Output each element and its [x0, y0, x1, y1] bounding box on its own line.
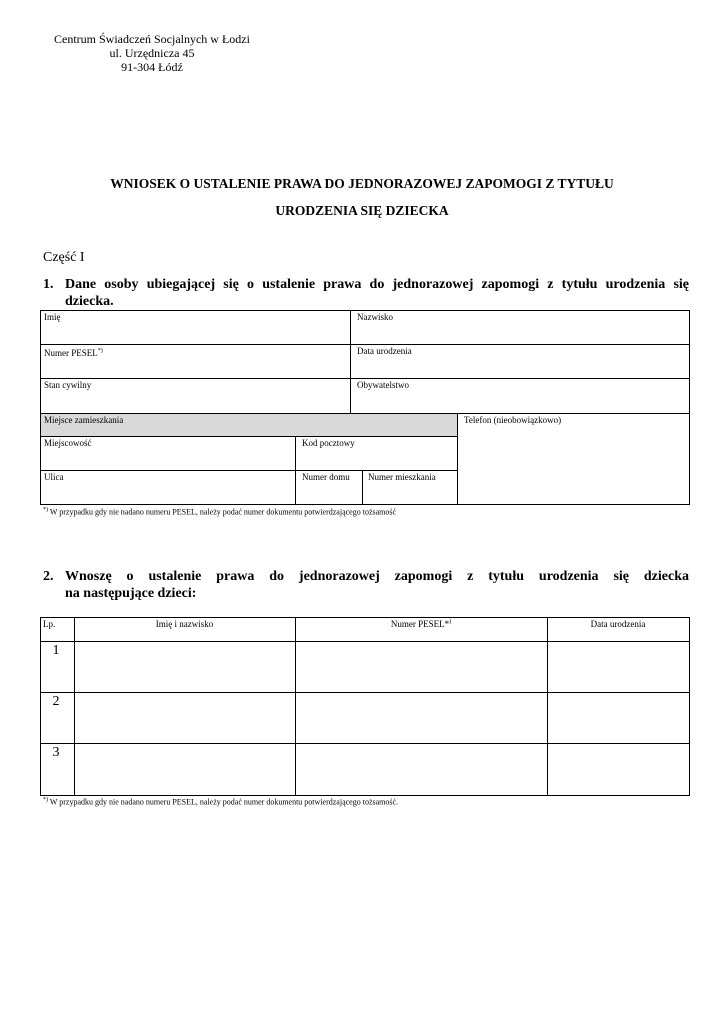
locality-field[interactable]: Miejscowość — [44, 438, 92, 448]
marital-status-field[interactable]: Stan cywilny — [44, 380, 92, 390]
section1-footnote-mark: *) — [43, 507, 48, 513]
header-pesel — [295, 619, 547, 629]
birth-date-field[interactable]: Data urodzenia — [357, 346, 412, 356]
child-3-birth-date-cell[interactable] — [548, 744, 689, 795]
institution-address — [52, 32, 252, 74]
section1-number: 1. — [43, 277, 54, 292]
section2-footnote-mark: *) — [43, 797, 48, 803]
apartment-number-field[interactable]: Numer mieszkania — [368, 472, 436, 482]
house-number-field[interactable]: Numer domu — [302, 472, 350, 482]
header-pesel-label: Numer PESEL* — [390, 619, 450, 629]
section2-number: 2. — [43, 569, 54, 584]
residence-label: Miejsce zamieszkania — [44, 415, 124, 425]
section1-heading — [43, 276, 689, 312]
phone-field[interactable]: Telefon (nieobowiązkowo) — [464, 415, 562, 425]
section1-footnote — [43, 507, 396, 517]
postal-code-field[interactable]: Kod pocztowy — [302, 438, 355, 448]
street-field[interactable]: Ulica — [44, 472, 64, 482]
child-2-name-cell[interactable] — [75, 693, 295, 743]
section1-title-line1: Dane osoby ubiegającej się o ustalenie prawa do jednorazowej zapomogi z tytułu urodzenia się — [65, 277, 689, 292]
form-title-line2: URODZENIA SIĘ DZIECKA — [275, 203, 449, 218]
header-pesel-mark: ) — [449, 619, 452, 625]
child-3-name-cell[interactable] — [75, 744, 295, 795]
institution-city: 91-304 Łódź — [121, 60, 183, 74]
header-birth-date: Data urodzenia — [590, 619, 646, 629]
header-lp: Lp. — [43, 619, 56, 629]
section1-footnote-text: W przypadku gdy nie nadano numeru PESEL, należy podać numer dokumentu potwierdzającego tożsamość — [48, 507, 397, 517]
child-1-birth-date-cell[interactable] — [548, 642, 689, 692]
citizenship-field[interactable]: Obywatelstwo — [357, 380, 409, 390]
section2-heading — [43, 568, 689, 604]
child-2-pesel-cell[interactable] — [296, 693, 547, 743]
last-name-field[interactable]: Nazwisko — [357, 312, 393, 322]
first-name-field[interactable]: Imię — [44, 312, 61, 322]
child-3-pesel-cell[interactable] — [296, 744, 547, 795]
institution-street: ul. Urzędnicza 45 — [109, 46, 195, 60]
header-name: Imię i nazwisko — [155, 619, 214, 629]
institution-name: Centrum Świadczeń Socjalnych w Łodzi — [54, 32, 250, 46]
part-label: Część I — [43, 250, 85, 265]
pesel-label: Numer PESEL — [44, 348, 98, 358]
child-1-name-cell[interactable] — [75, 642, 295, 692]
section1-title-line2: dziecka. — [65, 294, 114, 309]
row-number-2: 2 — [52, 694, 60, 709]
child-2-birth-date-cell[interactable] — [548, 693, 689, 743]
pesel-field[interactable] — [41, 345, 106, 360]
row-number-1: 1 — [52, 643, 60, 658]
section2-footnote — [43, 797, 398, 807]
form-title-line1: WNIOSEK O USTALENIE PRAWA DO JEDNORAZOWEJ ZAPOMOGI Z TYTUŁU — [110, 176, 614, 191]
section2-title-line1: Wnoszę o ustalenie prawa do jednorazowej zapomogi z tytułu urodzenia się dziecka — [65, 569, 689, 584]
section2-footnote-text: W przypadku gdy nie nadano numeru PESEL, należy podać numer dokumentu potwierdzającego tożsamość. — [48, 797, 399, 807]
section2-title-line2: na następujące dzieci: — [65, 586, 197, 601]
row-number-3: 3 — [52, 745, 60, 760]
pesel-footnote-mark: *) — [97, 348, 103, 354]
child-1-pesel-cell[interactable] — [296, 642, 547, 692]
